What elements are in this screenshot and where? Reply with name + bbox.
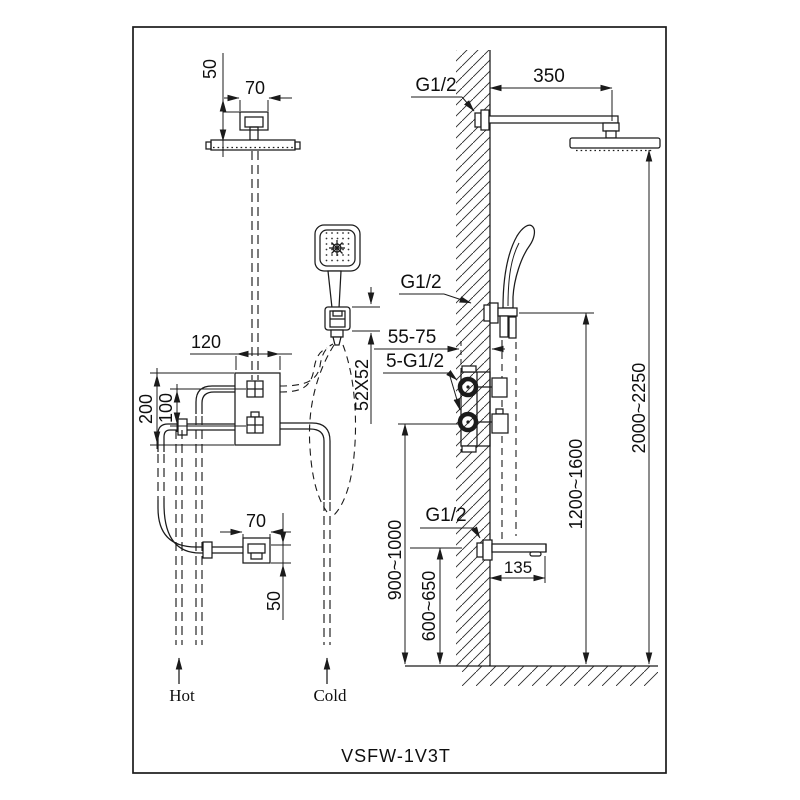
shower-head-side — [570, 138, 660, 148]
thread-label: G1/2 — [400, 272, 442, 293]
floor-hatching — [462, 666, 658, 686]
thread-label: 5-G1/2 — [385, 351, 445, 372]
dim-label: 900~1000 — [385, 519, 405, 601]
dim-label: 1200~1600 — [566, 438, 586, 530]
dim-label: 2000~2250 — [629, 362, 649, 454]
dim-label: 600~650 — [419, 570, 439, 642]
dim-label: 50 — [264, 590, 284, 612]
hot-label: Hot — [169, 686, 195, 705]
model-number: VSFW-1V3T — [341, 746, 451, 766]
dim-label: 200 — [136, 393, 156, 425]
thread-label: G1/2 — [415, 75, 457, 96]
dim-label: 100 — [156, 392, 176, 424]
wall-hatching — [456, 50, 490, 666]
dim-label: 120 — [190, 332, 222, 352]
cold-label: Cold — [313, 686, 347, 705]
thread-label: G1/2 — [425, 505, 467, 526]
valve-handle-side — [492, 414, 508, 433]
dim-label: 70 — [244, 78, 266, 98]
dim-label: 52X52 — [352, 358, 372, 412]
valve-handle-side — [492, 378, 507, 397]
dim-label: 135 — [503, 558, 533, 577]
dim-label: 350 — [533, 66, 565, 87]
dim-label: 70 — [245, 511, 267, 531]
dim-label: 50 — [200, 58, 220, 80]
dim-label: 55-75 — [387, 327, 437, 348]
